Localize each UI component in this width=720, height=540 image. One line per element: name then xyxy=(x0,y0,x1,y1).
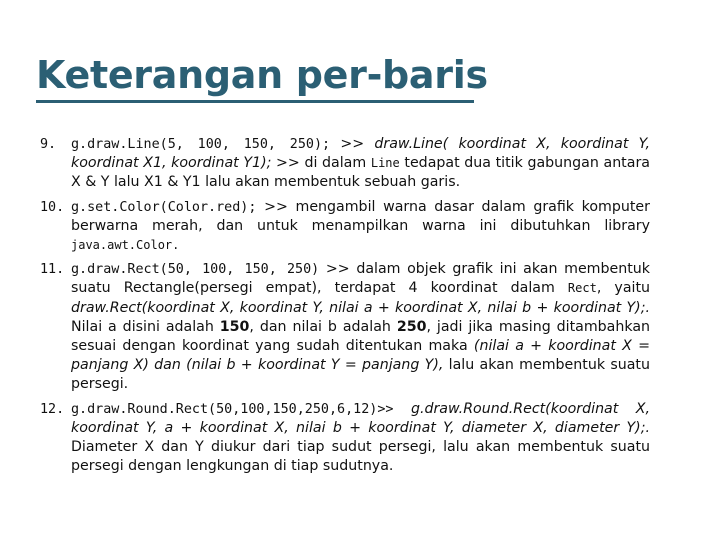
explanation-text: tedapat dua titik gabungan antara X & Y lalu X1 & Y1 lalu akan membentuk sebuah garis. xyxy=(71,155,650,191)
arrow: >> xyxy=(325,261,350,278)
code-inline: Rect xyxy=(567,281,597,296)
list-item-9 xyxy=(40,135,650,193)
explanation-text: lalu akan membentuk suatu persegi. xyxy=(71,357,650,393)
explanation-text: di dalam xyxy=(304,155,367,172)
explanation-text: , yaitu xyxy=(596,280,651,297)
value-bold: 150 xyxy=(219,318,250,335)
code-snippet: g.draw.Round.Rect(50,100,150,250,6,12)>> xyxy=(71,401,394,417)
arrow: >> xyxy=(264,198,288,215)
item-number: 9. xyxy=(40,137,57,152)
explanation-italic: draw.Rect(koordinat X, koordinat Y, nilai a + koordinat X, nilai b + koordinat Y);. xyxy=(71,299,650,316)
item-number: 12. xyxy=(40,401,65,417)
code-snippet: g.set.Color(Color.red); xyxy=(71,199,257,215)
code-snippet: g.draw.Rect(50, 100, 150, 250) xyxy=(71,262,320,278)
explanation-italic: (nilai a + koordinat X = panjang X) dan (nilai b + koordinat Y = panjang Y), xyxy=(71,338,650,374)
list-item-10 xyxy=(40,198,650,256)
explanation-text: mengambil warna dasar dalam grafik komputer berwarna merah, dan untuk menampilkan warna ini dibutuhkan library xyxy=(71,198,650,234)
code-inline: Line xyxy=(370,156,400,171)
arrow: >> xyxy=(276,155,300,172)
list-item-12 xyxy=(40,400,650,477)
explanation-italic: draw.Line( koordinat X, koordinat Y, koordinat X1, koordinat Y1); xyxy=(71,136,650,172)
item-number: 11. xyxy=(40,262,65,278)
item-number: 10. xyxy=(40,199,65,215)
list-item-11 xyxy=(40,260,650,394)
value-bold: 250 xyxy=(396,318,427,335)
arrow: >> xyxy=(340,136,365,152)
content-list xyxy=(40,135,650,481)
title-underline xyxy=(36,100,474,103)
explanation-text: , dan nilai b adalah xyxy=(249,318,391,335)
explanation-text: Nilai a disini adalah xyxy=(71,318,214,335)
explanation-text: , jadi jika masing ditambahkan sesuai dengan koordinat yang sudah ditentukan maka xyxy=(71,318,651,355)
slide-title: Keterangan per-baris xyxy=(36,53,488,97)
explanation-text: Diameter X dan Y diukur dari tiap sudut persegi, lalu akan membentuk suatu persegi dengan lengkungan di tiap sudutnya. xyxy=(71,439,650,475)
code-snippet: g.draw.Line(5, 100, 150, 250); xyxy=(71,137,331,152)
explanation-text: dalam objek grafik ini akan membentuk suatu Rectangle(persegi empat), terdapat 4 koordinat dalam xyxy=(71,261,650,297)
code-inline: java.awt.Color. xyxy=(71,238,180,253)
explanation-italic: g.draw.Round.Rect(koordinat X, koordinat Y, a + koordinat X, nilai b + koordinat Y, diameter X, diameter Y);. xyxy=(71,400,650,436)
